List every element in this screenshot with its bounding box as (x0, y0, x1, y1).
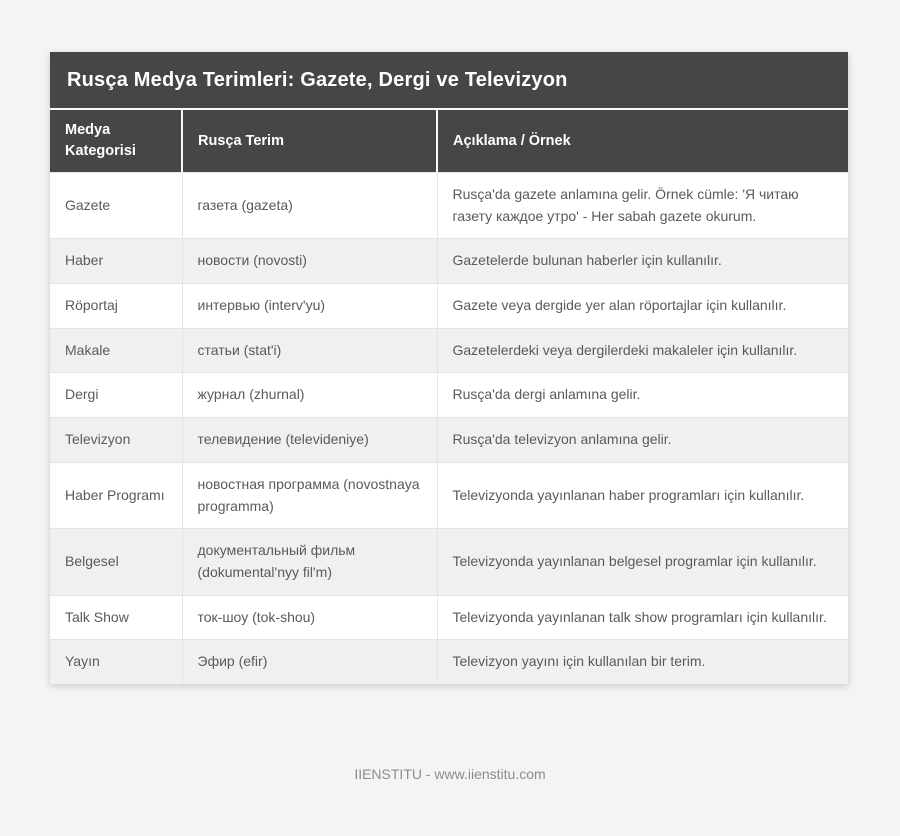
term-cell: новости (novosti) (182, 239, 437, 284)
description-cell: Televizyonda yayınlanan talk show programları için kullanılır. (437, 595, 848, 640)
term-cell: телевидение (televideniye) (182, 418, 437, 463)
table-row (50, 595, 848, 640)
term-cell: статьи (stat'i) (182, 328, 437, 373)
header-row (50, 110, 848, 173)
category-cell: Gazete (50, 173, 182, 239)
category-cell: Dergi (50, 373, 182, 418)
term-cell: газета (gazeta) (182, 173, 437, 239)
table-row (50, 529, 848, 595)
table-header (50, 110, 848, 173)
column-header-description: Açıklama / Örnek (437, 110, 848, 173)
vocab-table-card (50, 52, 848, 684)
page-title: Rusça Medya Terimleri: Gazete, Dergi ve Televizyon (50, 52, 848, 110)
table-row (50, 418, 848, 463)
description-cell: Rusça'da gazete anlamına gelir. Örnek cümle: 'Я читаю газету каждое утро' - Her sabah gazete okurum. (437, 173, 848, 239)
table-row (50, 640, 848, 684)
description-cell: Televizyonda yayınlanan haber programları için kullanılır. (437, 462, 848, 528)
description-cell: Gazetelerde bulunan haberler için kullanılır. (437, 239, 848, 284)
table-row (50, 373, 848, 418)
description-cell: Gazete veya dergide yer alan röportajlar için kullanılır. (437, 284, 848, 329)
category-cell: Televizyon (50, 418, 182, 463)
footer-credit: IIENSTITU - www.iienstitu.com (354, 766, 546, 782)
description-cell: Rusça'da dergi anlamına gelir. (437, 373, 848, 418)
table-row (50, 328, 848, 373)
term-cell: ток-шоу (tok-shou) (182, 595, 437, 640)
description-cell: Gazetelerdeki veya dergilerdeki makaleler için kullanılır. (437, 328, 848, 373)
category-cell: Röportaj (50, 284, 182, 329)
table-row (50, 173, 848, 239)
category-cell: Haber Programı (50, 462, 182, 528)
category-cell: Talk Show (50, 595, 182, 640)
term-cell: журнал (zhurnal) (182, 373, 437, 418)
term-cell: Эфир (efir) (182, 640, 437, 684)
category-cell: Makale (50, 328, 182, 373)
term-cell: новостная программа (novostnaya programma) (182, 462, 437, 528)
category-cell: Yayın (50, 640, 182, 684)
table-row (50, 462, 848, 528)
column-header-term: Rusça Terim (182, 110, 437, 173)
table-row (50, 239, 848, 284)
description-cell: Televizyonda yayınlanan belgesel programlar için kullanılır. (437, 529, 848, 595)
description-cell: Televizyon yayını için kullanılan bir terim. (437, 640, 848, 684)
table-row (50, 284, 848, 329)
category-cell: Haber (50, 239, 182, 284)
media-terms-table (50, 110, 848, 684)
column-header-category: Medya Kategorisi (50, 110, 182, 173)
term-cell: документальный фильм (dokumental'nyy fil'm) (182, 529, 437, 595)
term-cell: интервью (interv'yu) (182, 284, 437, 329)
category-cell: Belgesel (50, 529, 182, 595)
table-body (50, 173, 848, 684)
description-cell: Rusça'da televizyon anlamına gelir. (437, 418, 848, 463)
